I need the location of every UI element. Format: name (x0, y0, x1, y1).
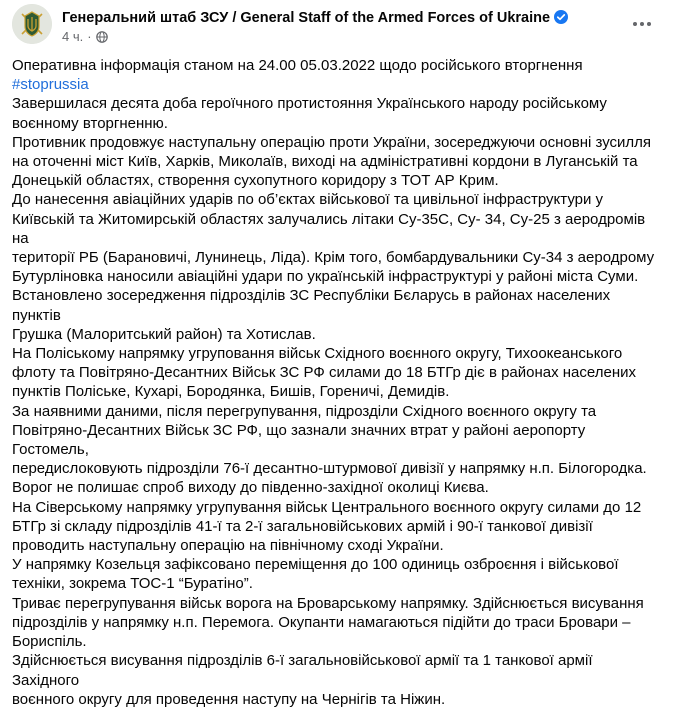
meta-separator: · (87, 29, 92, 44)
verified-badge-icon (554, 10, 568, 28)
author-name[interactable]: Генеральний штаб ЗСУ / General Staff of the Armed Forces of Ukraine (62, 10, 551, 26)
post-body (12, 56, 662, 709)
post-line: передислоковують підрозділи 76-ї десантно-штурмової дивізії у напрямку н.п. Білогородка. (12, 460, 647, 478)
post-line: За наявними даними, після перегрупування, підрозділи Східного воєнного округу та (12, 402, 597, 420)
post-line: проводить наступальну операцію на північному сході України. (12, 537, 444, 555)
post-line: Завершилася десята доба героїчного протистояння Українського народу російському (12, 95, 607, 113)
post-line: флоту та Повітряно-Десантних Військ ЗС РФ силами до 18 БТГр діє в районах населених (12, 364, 637, 382)
post-line: техніки, зокрема ТОС-1 “Буратіно”. (12, 575, 253, 593)
post-line: на оточенні міст Київ, Харків, Миколаїв, виході на адміністративні кордони в Луганській та (12, 153, 638, 171)
post-line: Бориспіль. (12, 633, 87, 651)
army-emblem-icon (12, 4, 52, 44)
post-line: підрозділів у напрямку н.п. Перемога. Окупанти намагаються підійти до траси Бровари – (12, 613, 631, 631)
post-line: Ворог не полишає спроб виходу до південно-західної околиці Києва. (12, 479, 489, 497)
author-line (62, 10, 568, 28)
post-line: БТГр зі складу підрозділів 41-ї та 2-ї загальновійськових армій і 90-ї танкової дивізії (12, 517, 593, 535)
post-timestamp[interactable]: 4 ч. (62, 29, 84, 44)
post-line: воєнного округу для проведення наступу на Чернігів та Ніжин. (12, 690, 446, 708)
avatar[interactable] (12, 4, 52, 44)
post-line: Противник продовжує наступальну операцію проти України, зосереджуючи основні зусилля (12, 133, 652, 151)
post-line: території РБ (Барановичі, Лунинець, Ліда). Крім того, бомбардувальники Су-34 з аеродрому (12, 249, 655, 267)
post-header (12, 4, 662, 46)
post-line: воєнному вторгненню. (12, 114, 168, 132)
post-line: Бутурліновка наносили авіаційні удари по українській інфраструктурі у районі міста Суми. (12, 268, 639, 286)
post-line: Здійснюється висування підрозділів 6-ї загальновійськової армії та 1 танкової армії Західного (12, 652, 593, 689)
post-line: До нанесення авіаційних ударів по об’єктах військової та цивільної інфраструктури у (12, 191, 604, 209)
post-line: Встановлено зосередження підрозділів ЗС Республіки Бєларусь в районах населених пунктів (12, 287, 611, 324)
post-line: Київській та Житомирській областях залучались літаки Су-35С, Су- 34, Су-25 з аеродромів на (12, 210, 646, 247)
post-line: Грушка (Малоритський район) та Хотислав. (12, 325, 316, 343)
post-line: пунктів Поліське, Кухарі, Бородянка, Бишів, Гореничі, Демидів. (12, 383, 450, 401)
hashtag-link[interactable]: #stoprussia (12, 76, 89, 94)
more-options-icon[interactable] (626, 8, 658, 40)
post-line: У напрямку Козельця зафіксовано переміщення до 100 одиниць озброєння і військової (12, 556, 619, 574)
post-line: Повітряно-Десантних Військ ЗС РФ, що зазнали значних втрат у районі аеропорту Гостомель, (12, 421, 586, 459)
post-line: На Сіверському напрямку угрупування військ Центрального воєнного округу силами до 12 (12, 498, 642, 516)
post-line: Донецькій областях, створення сухопутного коридору з ТОТ АР Крим. (12, 172, 499, 190)
post-meta (62, 29, 108, 46)
post-line: Оперативна інформація станом на 24.00 05.03.2022 щодо російського вторгнення (12, 57, 583, 74)
post-line: На Поліському напрямку угруповання військ Східного воєнного округу, Тихоокеанського (12, 345, 623, 363)
post-line: Триває перегрупування військ ворога на Броварському напрямку. Здійснюється висування (12, 594, 644, 612)
globe-icon[interactable] (96, 31, 108, 46)
